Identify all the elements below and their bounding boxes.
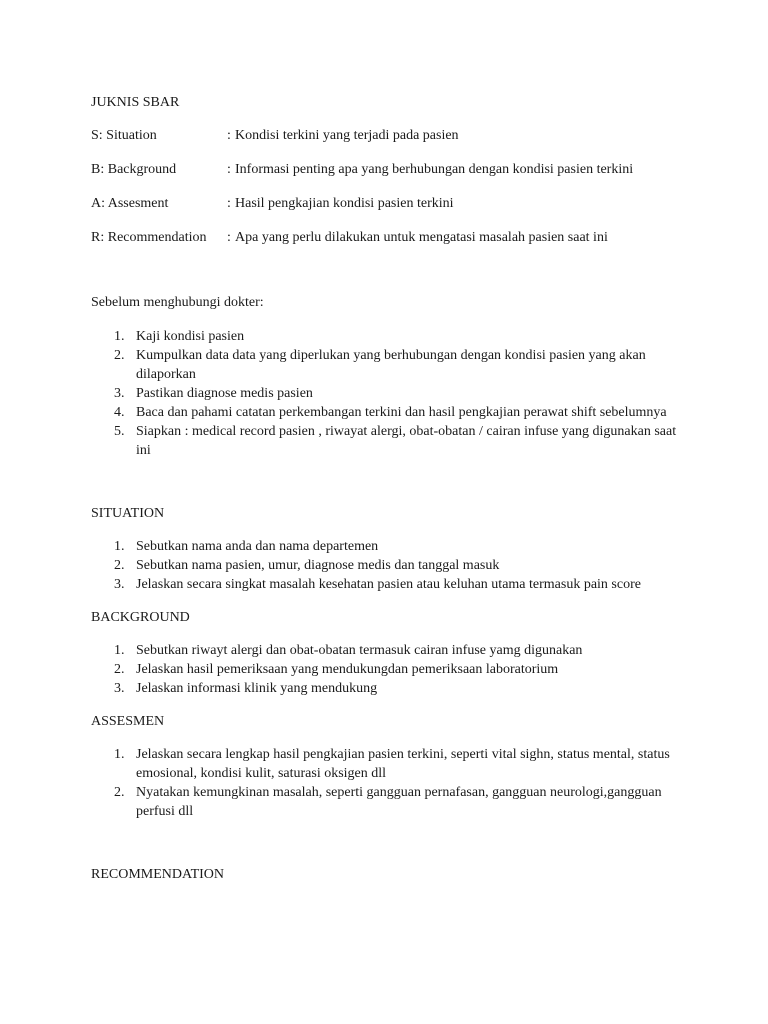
- sbar-row-recommendation: [91, 228, 691, 247]
- document-title: JUKNIS SBAR: [91, 95, 180, 110]
- sbar-value: Hasil pengkajian kondisi pasien terkini: [235, 196, 454, 211]
- list-item: 1. Kaji kondisi pasien: [114, 329, 245, 344]
- list-item: 2. Jelaskan hasil pemeriksaan yang mendukungdan pemeriksaan laboratorium: [114, 662, 559, 677]
- list-item: 2. Kumpulkan data data yang diperlukan yang berhubungan dengan kondisi pasien yang akan dilaporkan: [114, 348, 646, 382]
- sbar-separator: :: [227, 230, 231, 245]
- sbar-table: [91, 126, 691, 247]
- recommendation-heading: RECOMMENDATION: [91, 867, 224, 882]
- list-item: 2. Nyatakan kemungkinan masalah, seperti gangguan pernafasan, gangguan neurologi,gangguan perfusi dll: [114, 785, 662, 819]
- background-heading: BACKGROUND: [91, 610, 190, 625]
- situation-heading: SITUATION: [91, 506, 165, 521]
- before-contact-heading: Sebelum menghubungi dokter:: [91, 295, 264, 310]
- sbar-key: S: Situation: [91, 128, 157, 143]
- list-item: 1. Jelaskan secara lengkap hasil pengkajian pasien terkini, seperti vital sighn, status mental, status emosional, kondisi kulit, saturasi oksigen dll: [114, 747, 670, 781]
- sbar-separator: :: [227, 162, 231, 177]
- sbar-row-assesment: [91, 194, 691, 213]
- sbar-separator: :: [227, 196, 231, 211]
- list-item: 2. Sebutkan nama pasien, umur, diagnose medis dan tanggal masuk: [114, 558, 500, 573]
- sbar-key: A: Assesment: [91, 196, 169, 211]
- sbar-value: Apa yang perlu dilakukan untuk mengatasi masalah pasien saat ini: [235, 230, 608, 245]
- list-item: 3. Jelaskan informasi klinik yang mendukung: [114, 681, 378, 696]
- list-item: 5. Siapkan : medical record pasien , riwayat alergi, obat-obatan / cairan infuse yang digunakan saat ini: [114, 424, 677, 458]
- before-contact-list: [91, 327, 691, 460]
- list-item: 3. Jelaskan secara singkat masalah kesehatan pasien atau keluhan utama termasuk pain score: [114, 577, 641, 592]
- sbar-key: R: Recommendation: [91, 230, 207, 245]
- document-page: [91, 93, 691, 884]
- list-item: 3. Pastikan diagnose medis pasien: [114, 386, 313, 401]
- list-item: 1. Sebutkan nama anda dan nama departemen: [114, 539, 379, 554]
- sbar-key: B: Background: [91, 162, 177, 177]
- sbar-value: Informasi penting apa yang berhubungan dengan kondisi pasien terkini: [235, 162, 634, 177]
- sbar-row-background: [91, 160, 691, 179]
- sbar-value: Kondisi terkini yang terjadi pada pasien: [235, 128, 459, 143]
- sbar-row-situation: [91, 126, 691, 145]
- assesmen-list: [91, 745, 691, 821]
- assesmen-heading: ASSESMEN: [91, 714, 165, 729]
- background-list: [91, 641, 691, 698]
- situation-list: [91, 537, 691, 594]
- list-item: 4. Baca dan pahami catatan perkembangan terkini dan hasil pengkajian perawat shift sebelumnya: [114, 405, 667, 420]
- sbar-separator: :: [227, 128, 231, 143]
- list-item: 1. Sebutkan riwayt alergi dan obat-obatan termasuk cairan infuse yamg digunakan: [114, 643, 583, 658]
